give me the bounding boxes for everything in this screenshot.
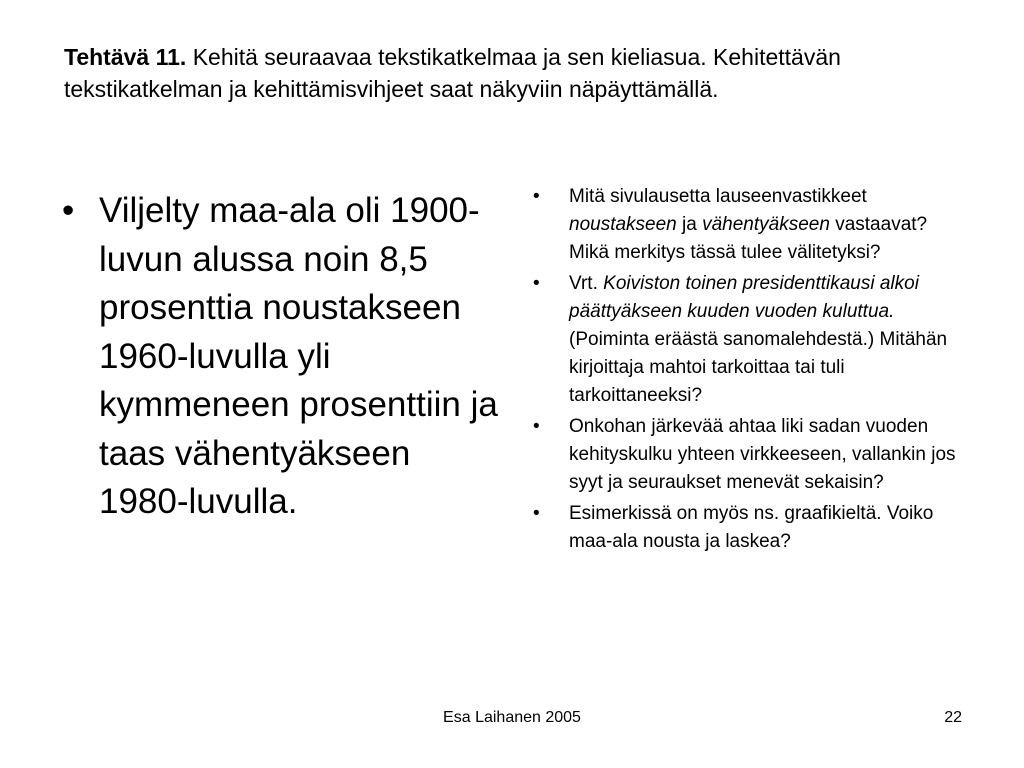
bullet-icon: •	[533, 416, 540, 437]
hint-text	[569, 270, 969, 410]
hint-italic-term: vähentyäkseen	[702, 214, 830, 235]
hint-text: Onkohan järkevää ahtaa liki sadan vuoden kehityskulku yhteen virkkeeseen, vallankin jos syyt ja seuraukset menevät sekaisin?	[569, 416, 956, 493]
hints-column	[529, 183, 969, 559]
hint-item	[529, 413, 969, 497]
hint-text: Esimerkissä on myös ns. graafikieltä. Voiko maa-ala nousta ja laskea?	[569, 503, 934, 552]
hint-item	[529, 270, 969, 410]
task-instruction: Kehitä seuraavaa tekstikatkelmaa ja sen kieliasua. Kehitettävän tekstikatkelman ja kehittämisvihjeet saat näkyviin näpäyttämällä.	[64, 44, 841, 102]
hint-text-part: ja	[676, 214, 703, 235]
bullet-icon: •	[533, 273, 540, 294]
hint-item	[529, 500, 969, 556]
task-number: Tehtävä 11.	[64, 44, 187, 70]
footer-author: Esa Laihanen 2005	[443, 709, 581, 726]
hint-italic-term: noustakseen	[569, 214, 677, 235]
hint-text-part: Mitä sivulausetta lauseenvastikkeet	[569, 186, 867, 207]
hint-text-part: Vrt.	[569, 273, 604, 294]
hint-text-part: (Poiminta eräästä sanomalehdestä.) Mitähän kirjoittaja mahtoi tarkoittaa tai tuli tarkoittaneeksi?	[569, 329, 948, 406]
bullet-icon: •	[533, 503, 540, 524]
hint-italic-quote: Koiviston toinen presidenttikausi alkoi päättyäkseen kuuden vuoden kuluttua.	[569, 273, 919, 322]
page-number: 22	[944, 709, 962, 726]
example-text-column	[62, 187, 502, 527]
hint-text	[569, 183, 969, 267]
hint-text-part: vastaavat? Mikä merkitys tässä tulee välitetyksi?	[569, 214, 928, 263]
example-bullet-item	[62, 187, 502, 527]
bullet-icon: •	[62, 191, 75, 230]
bullet-icon: •	[533, 186, 540, 207]
example-text: Viljelty maa-ala oli 1900-luvun alussa noin 8,5 prosenttia noustakseen 1960-luvulla yli kymmeneen prosenttiin ja taas vähentyäkseen 1980-luvulla.	[99, 191, 498, 521]
slide-title	[64, 41, 964, 105]
hint-item	[529, 183, 969, 267]
